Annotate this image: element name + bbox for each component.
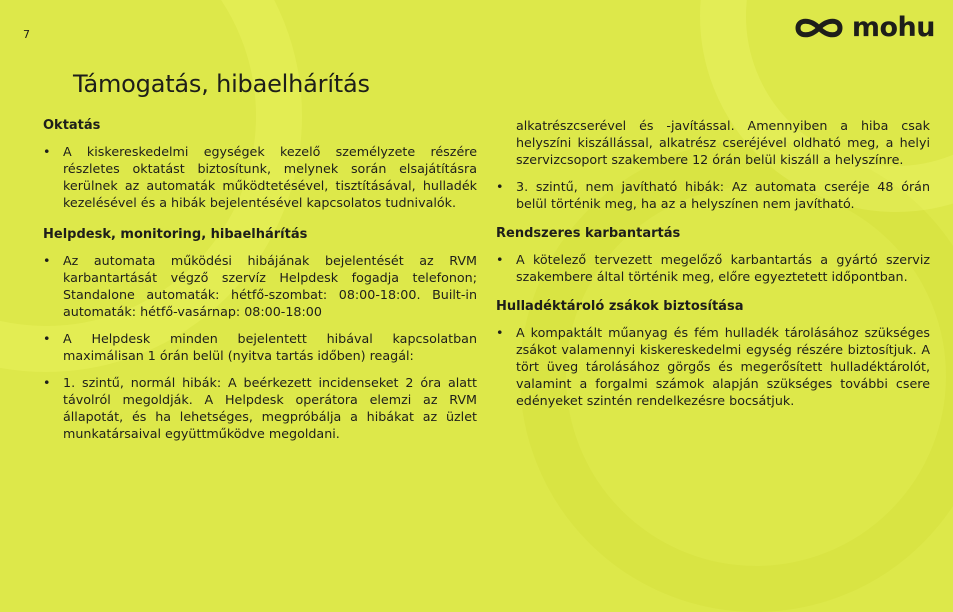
helpdesk-list-continued: [496, 117, 930, 212]
list-item-continuation: alkatrészcserével és -javítással. Amennyiben a hiba csak helyszíni kiszállással, alkatrész cseréjével oldható meg, a helyi szervizcsoport szakembere 12 órán belül kiszáll a helyszínre.: [516, 118, 930, 167]
maintenance-list: [496, 251, 930, 285]
list-item: • Az automata működési hibájának bejelentését az RVM karbantartását végző szervíz Helpdesk fogadja telefonon; Standalone automaták: hétfő-szombat: 08:00-18:00. Built-in automaták: hétfő-vasárnap: 08:00-18:00: [43, 252, 477, 320]
mohu-logo-icon: [794, 13, 844, 43]
section-heading-training: Oktatás: [43, 118, 101, 133]
list-item: • A Helpdesk minden bejelentett hibával kapcsolatban maximálisan 1 órán belül (nyitva tartás időben) reagál:: [43, 330, 477, 364]
page-title: Támogatás, hibaelhárítás: [73, 70, 370, 98]
list-item: • A kiskereskedelmi egységek kezelő személyzete részére részletes oktatást biztosítunk, melynek során elsajátításra kerülnek az automaták működtetésével, tisztításával, hulladék kezelésével és a hibák bejelentésével kapcsolatos tudnivalók.: [43, 143, 477, 211]
logo-wordmark: mohu: [851, 12, 935, 43]
section-heading-bags: Hulladéktároló zsákok biztosítása: [496, 299, 744, 314]
helpdesk-list: [43, 252, 477, 442]
mohu-logo: [794, 12, 935, 43]
section-heading-maintenance: Rendszeres karbantartás: [496, 226, 681, 241]
training-list: [43, 143, 477, 211]
list-item: • 1. szintű, normál hibák: A beérkezett incidenseket 2 óra alatt távolról megoldják. A Helpdesk operátora elemzi az RVM állapotát, és ha lehetséges, megpróbálja a hibákat az üzlet munkatársaival együttműködve megoldani.: [43, 374, 477, 442]
list-item: • A kompaktált műanyag és fém hulladék tárolásához szükséges zsákot valamennyi kiskereskedelmi egység részére biztosítjuk. A tört üveg tárolásához görgős és megerősített hulladéktárolót, valamint a forgalmi számok alapján szükséges további csere edényeket szintén rendelkezésre bocsátjuk.: [496, 324, 930, 409]
list-item: • 3. szintű, nem javítható hibák: Az automata cseréje 48 órán belül történik meg, ha az a helyszínen nem javítható.: [496, 178, 930, 212]
right-column: [496, 117, 930, 419]
left-column: [43, 117, 477, 452]
list-item: • A kötelező tervezett megelőző karbantartás a gyártó szerviz szakembere által történik meg, előre egyeztetett időpontban.: [496, 251, 930, 285]
section-heading-helpdesk: Helpdesk, monitoring, hibaelhárítás: [43, 227, 308, 242]
bags-list: [496, 324, 930, 409]
page-number: 7: [23, 28, 30, 41]
